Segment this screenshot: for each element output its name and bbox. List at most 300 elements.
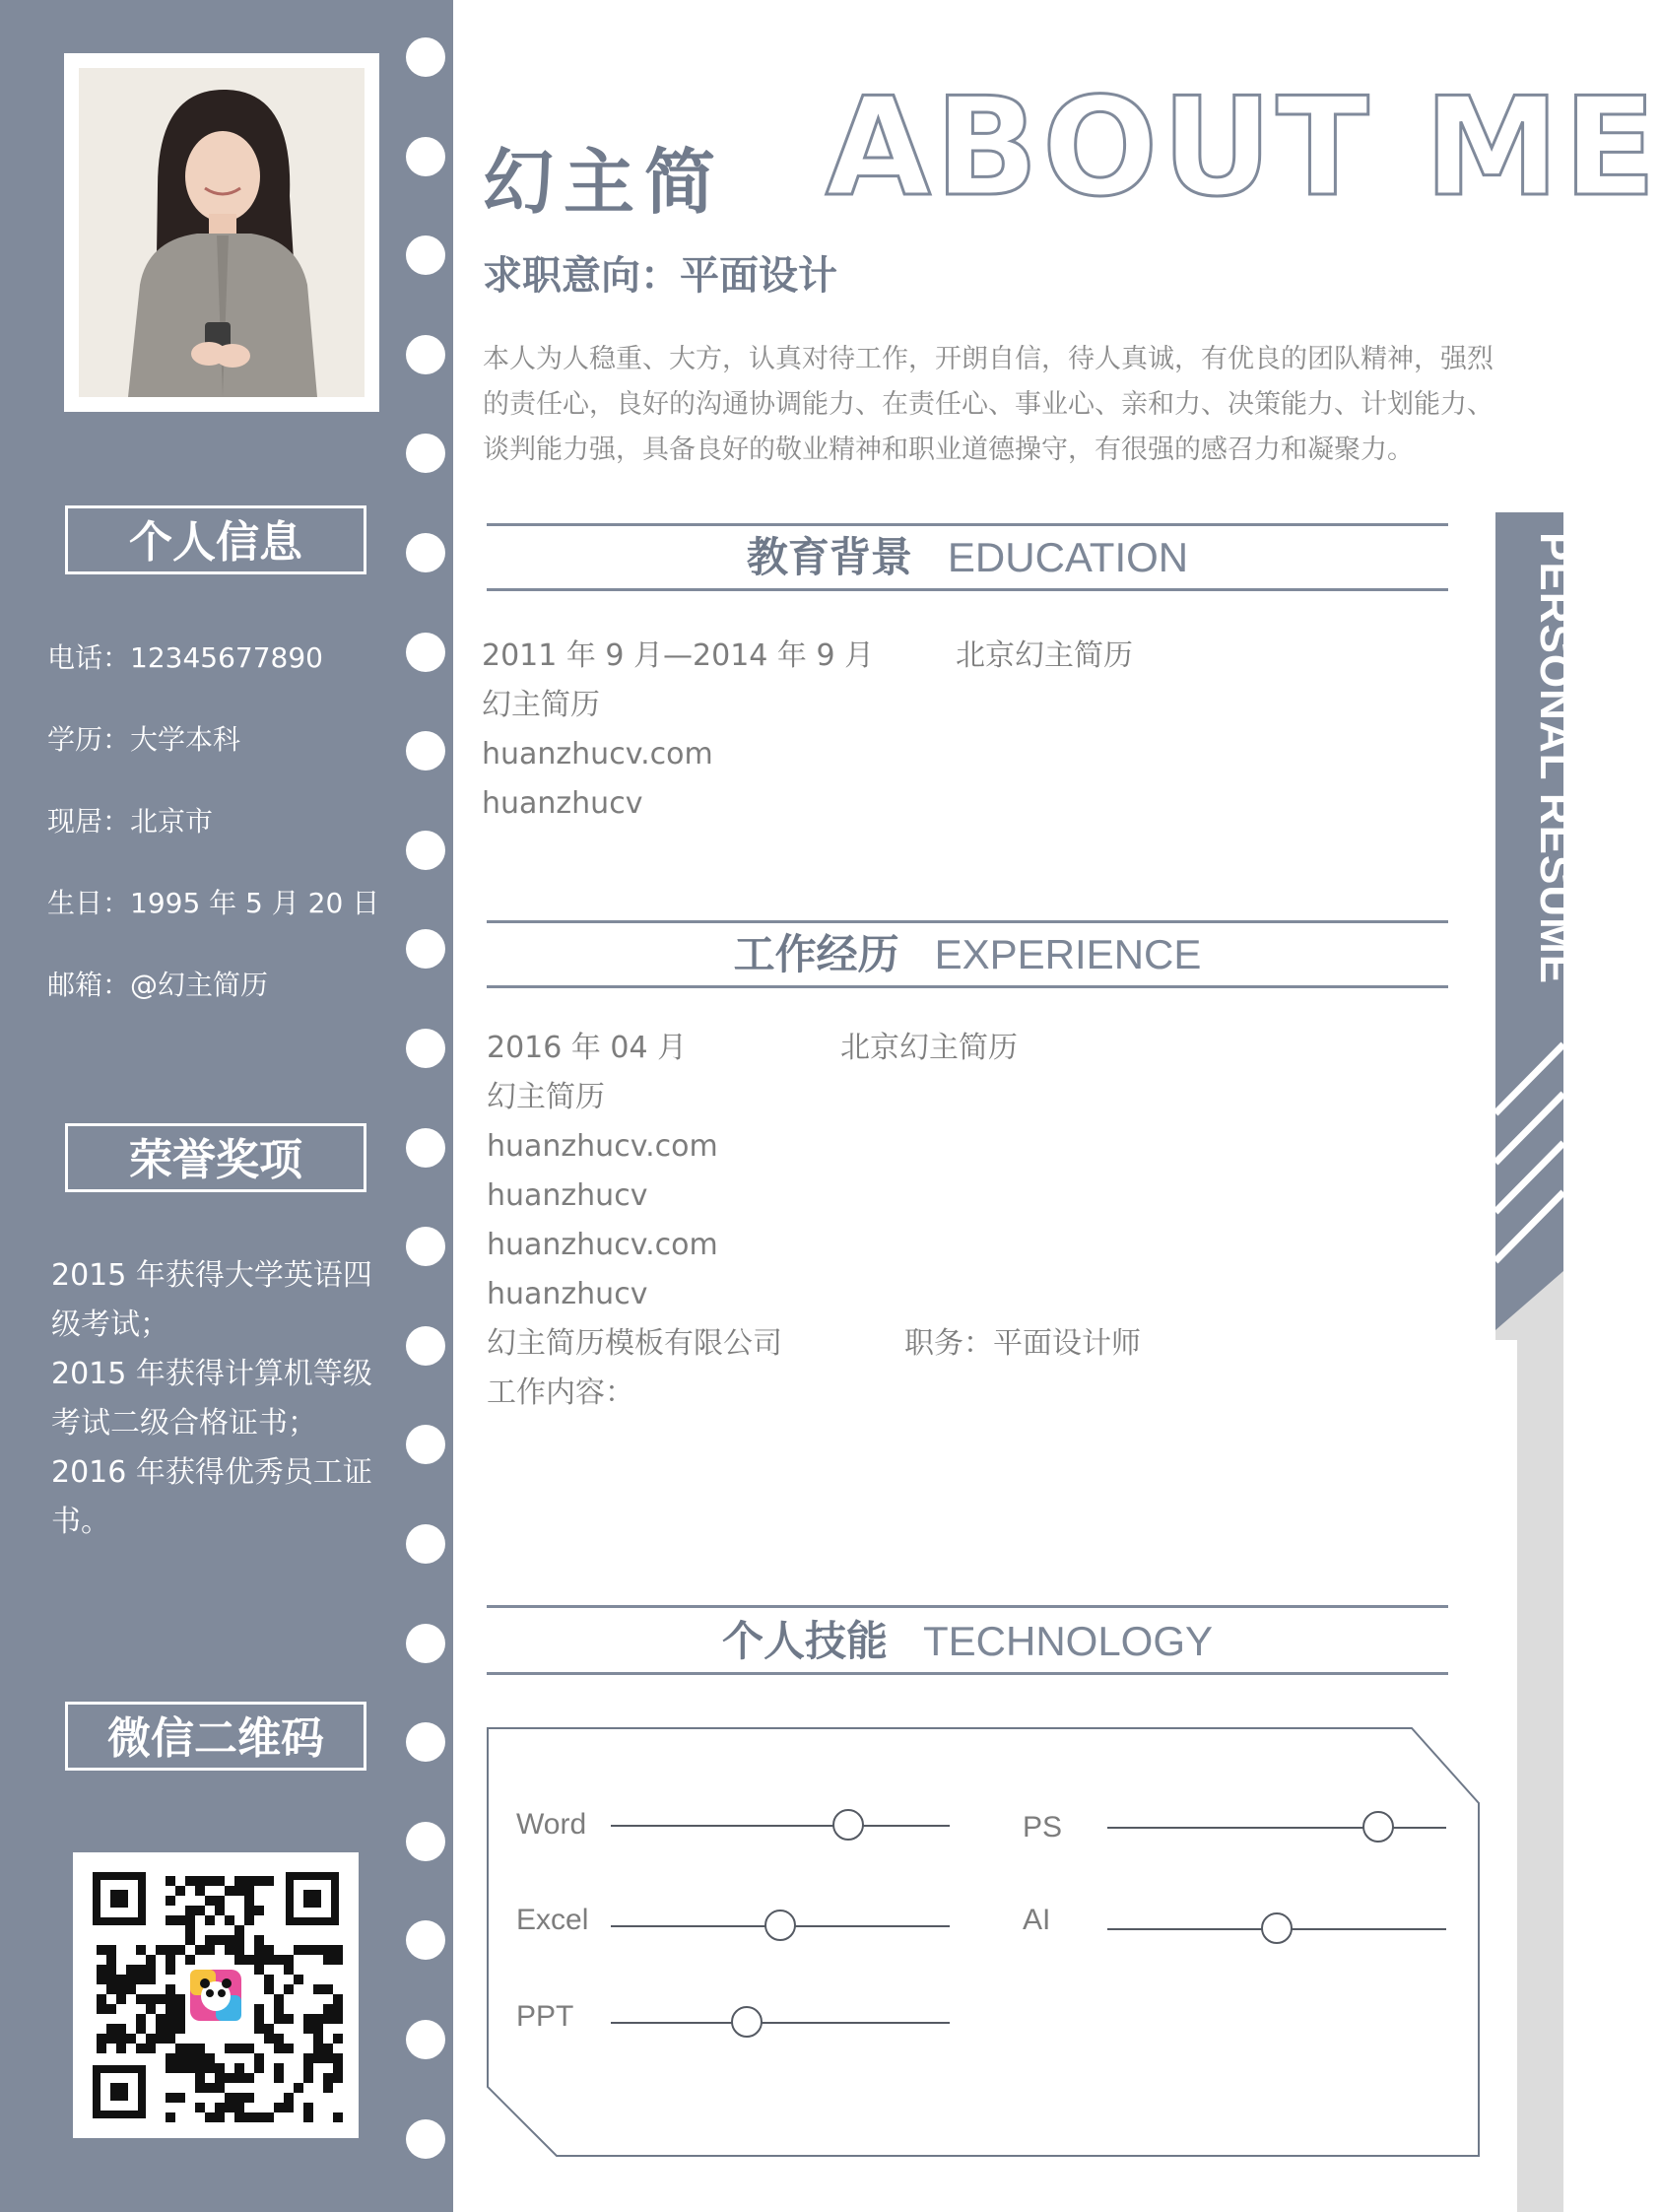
qr-module xyxy=(116,1994,126,2004)
qr-module xyxy=(254,1935,264,1945)
skills-top-rule xyxy=(487,1605,1448,1608)
wechat-qr-title: 微信二维码 xyxy=(65,1702,366,1771)
qr-module xyxy=(274,1955,284,1965)
qr-module xyxy=(234,2044,244,2053)
self-introduction: 本人为人稳重、大方，认真对待工作，开朗自信，待人真诚，有优良的团队精神，强烈的责任心，良好的沟通协调能力、在责任心、事业心、亲和力、决策能力、计划能力、谈判能力强，具备良好的敬业精神和职业道德操守，有很强的感召力和凝聚力。 xyxy=(483,344,1494,465)
qr-module xyxy=(234,2093,244,2103)
qr-module xyxy=(166,2093,175,2103)
qr-module xyxy=(126,2034,136,2044)
binder-hole xyxy=(406,1425,445,1464)
honors-title: 荣誉奖项 xyxy=(65,1123,366,1192)
qr-module xyxy=(166,2024,175,2034)
qr-module xyxy=(116,1984,126,1994)
qr-module xyxy=(284,1984,294,1994)
skill-word-track xyxy=(611,1825,950,1827)
qr-module xyxy=(284,1955,294,1965)
qr-module xyxy=(97,1945,106,1955)
qr-module xyxy=(323,2083,333,2093)
qr-module xyxy=(166,1994,175,2004)
skill-name: Excel xyxy=(516,1904,589,1936)
qr-module xyxy=(274,1994,284,2004)
qr-module xyxy=(166,1896,175,1906)
qr-module xyxy=(244,1955,254,1965)
qr-module xyxy=(225,1935,234,1945)
skill-ps-track xyxy=(1107,1827,1446,1829)
education-school: 北京幻主简历 xyxy=(956,638,1133,673)
qr-module xyxy=(175,2044,185,2053)
qr-module xyxy=(175,1994,185,2004)
skill-name: PPT xyxy=(516,2000,574,2033)
qr-module xyxy=(136,2044,146,2053)
qr-module xyxy=(205,1876,215,1886)
education-period: 2011 年 9 月—2014 年 9 月 xyxy=(482,638,875,673)
qr-module xyxy=(274,2004,284,2014)
qr-module xyxy=(254,2014,264,2024)
qr-module xyxy=(166,1876,175,1886)
qr-module xyxy=(136,1965,146,1975)
qr-module xyxy=(333,2063,343,2073)
qr-module xyxy=(234,1886,244,1896)
qr-module xyxy=(284,1965,294,1975)
qr-module xyxy=(166,2014,175,2024)
qr-module xyxy=(244,2073,254,2083)
experience-employer: 幻主简历模板有限公司 xyxy=(487,1326,782,1361)
qr-module xyxy=(254,1955,264,1965)
qr-module xyxy=(106,1984,116,1994)
qr-module xyxy=(146,2044,156,2053)
qr-module xyxy=(333,1994,343,2004)
qr-module xyxy=(195,2053,205,2063)
qr-module xyxy=(185,2063,195,2073)
education-info: 学历：大学本科 xyxy=(47,723,241,756)
qr-module xyxy=(234,2073,244,2083)
qr-module xyxy=(106,1955,116,1965)
qr-module xyxy=(254,1876,264,1886)
experience-heading xyxy=(487,925,1448,993)
qr-module xyxy=(166,2112,175,2122)
experience-line: huanzhucv.com xyxy=(487,1129,718,1164)
experience-line: 幻主简历 xyxy=(487,1080,605,1114)
qr-module xyxy=(234,1935,244,1945)
experience-line: huanzhucv.com xyxy=(487,1228,718,1262)
skills-title-en: TECHNOLOGY xyxy=(922,1618,1214,1664)
qr-module xyxy=(234,1925,244,1935)
qr-module xyxy=(136,1975,146,1984)
experience-content-label: 工作内容： xyxy=(487,1375,634,1410)
qr-module xyxy=(264,1955,274,1965)
qr-module xyxy=(244,2112,254,2122)
experience-title-en: EXPERIENCE xyxy=(934,931,1202,977)
qr-module xyxy=(274,2044,284,2053)
qr-module xyxy=(303,2024,313,2034)
qr-module xyxy=(116,1975,126,1984)
qr-module xyxy=(136,1945,146,1955)
qr-module xyxy=(215,2112,225,2122)
personal-info-title: 个人信息 xyxy=(65,505,366,574)
qr-module xyxy=(323,2053,333,2063)
qr-module xyxy=(97,1975,106,1984)
qr-module xyxy=(205,1935,215,1945)
qr-module xyxy=(97,2044,106,2053)
experience-title-cn: 工作经历 xyxy=(733,930,899,978)
skill-ppt-track xyxy=(611,2022,950,2024)
binder-hole xyxy=(406,235,445,275)
qr-code-graphic xyxy=(73,1852,359,2138)
skill-ppt xyxy=(516,2000,573,2034)
qr-module xyxy=(166,1955,175,1965)
honor-item: 2016 年获得优秀员工证书。 xyxy=(51,1455,372,1539)
qr-module xyxy=(264,1945,274,1955)
binder-hole xyxy=(406,1624,445,1663)
skill-ai xyxy=(1023,1904,1050,1937)
qr-module xyxy=(185,1915,195,1925)
about-me-title: ABOUT ME xyxy=(826,68,1660,227)
qr-module xyxy=(333,2014,343,2024)
binder-hole xyxy=(406,2020,445,2059)
binder-hole xyxy=(406,1920,445,1960)
banner-stripes xyxy=(1495,1025,1563,1340)
qr-module xyxy=(264,2112,274,2122)
qr-module xyxy=(136,1994,146,2004)
qr-module xyxy=(175,1886,185,1896)
qr-module xyxy=(303,2053,313,2063)
qr-module xyxy=(195,1945,205,1955)
qr-module xyxy=(254,2024,264,2034)
qr-module xyxy=(225,1886,234,1896)
qr-module xyxy=(215,1935,225,1945)
qr-module xyxy=(166,1915,175,1925)
skill-ppt-level-knob xyxy=(731,2006,763,2038)
qr-module xyxy=(166,2034,175,2044)
photo-frame xyxy=(64,53,379,412)
qr-module xyxy=(175,2004,185,2014)
qr-module xyxy=(234,2063,244,2073)
qr-module xyxy=(175,1915,185,1925)
qr-module xyxy=(106,1975,116,1984)
qr-module xyxy=(166,1945,175,1955)
qr-module xyxy=(284,2103,294,2112)
qr-module xyxy=(323,1945,333,1955)
experience-top-rule xyxy=(487,920,1448,923)
qr-module xyxy=(323,1984,333,1994)
qr-module xyxy=(244,1906,254,1915)
qr-module xyxy=(225,1915,234,1925)
skill-ai-level-knob xyxy=(1261,1912,1293,1944)
qr-module xyxy=(106,1945,116,1955)
qr-module xyxy=(195,2083,205,2093)
binder-hole xyxy=(406,1722,445,1762)
qr-module xyxy=(294,1975,303,1984)
qr-module xyxy=(205,1896,215,1906)
qr-module xyxy=(205,2053,215,2063)
qr-module xyxy=(333,2073,343,2083)
binder-hole xyxy=(406,1524,445,1564)
qr-module xyxy=(225,2093,234,2103)
qr-module xyxy=(323,2004,333,2014)
binder-hole xyxy=(406,831,445,870)
qr-module xyxy=(333,1955,343,1965)
qr-module xyxy=(284,2044,294,2053)
qr-module xyxy=(166,2004,175,2014)
qr-module xyxy=(175,2024,185,2034)
qr-module xyxy=(205,2112,215,2122)
binder-hole xyxy=(406,1822,445,1861)
skills-panel-frame xyxy=(486,1726,1483,2158)
panda-logo-icon xyxy=(190,1970,241,2021)
qr-module xyxy=(274,2034,284,2044)
binder-hole xyxy=(406,633,445,672)
qr-module xyxy=(146,1955,156,1965)
experience-line: huanzhucv xyxy=(487,1277,648,1311)
experience-bottom-rule xyxy=(487,985,1448,988)
qr-module xyxy=(254,1906,264,1915)
binder-hole xyxy=(406,335,445,374)
qr-module xyxy=(97,1994,106,2004)
qr-module xyxy=(313,2053,323,2063)
qr-module xyxy=(205,1915,215,1925)
qr-module xyxy=(106,2034,116,2044)
education-bottom-rule xyxy=(487,588,1448,591)
skill-name: Word xyxy=(516,1808,587,1841)
qr-module xyxy=(106,2004,116,2014)
honor-item: 2015 年获得大学英语四级考试； xyxy=(51,1258,372,1342)
qr-module xyxy=(313,1945,323,1955)
qr-module xyxy=(97,2034,106,2044)
job-intent: 求职意向：平面设计 xyxy=(483,253,837,299)
qr-module xyxy=(244,1915,254,1925)
skill-word xyxy=(516,1808,586,1842)
experience-company: 北京幻主简历 xyxy=(840,1031,1018,1065)
qr-module xyxy=(215,2073,225,2083)
qr-module xyxy=(215,1896,225,1906)
qr-module xyxy=(156,2014,166,2024)
qr-module xyxy=(234,2103,244,2112)
honors-list xyxy=(51,1251,376,1547)
qr-module xyxy=(244,1886,254,1896)
binder-hole xyxy=(406,37,445,77)
education-line: huanzhucv.com xyxy=(482,737,713,771)
qr-module xyxy=(146,1975,156,1984)
skill-name: PS xyxy=(1023,1811,1063,1843)
qr-module xyxy=(97,2004,106,2014)
binder-hole xyxy=(406,929,445,969)
qr-module xyxy=(175,2063,185,2073)
honor-item: 2015 年获得计算机等级考试二级合格证书； xyxy=(51,1357,372,1441)
qr-module xyxy=(274,2014,284,2024)
qr-module xyxy=(303,2112,313,2122)
qr-module xyxy=(274,2073,284,2083)
binder-hole xyxy=(406,533,445,572)
qr-module xyxy=(313,2024,323,2034)
qr-module xyxy=(333,2034,343,2044)
candidate-name: 幻主简 xyxy=(483,141,726,224)
qr-module xyxy=(215,2103,225,2112)
qr-module xyxy=(234,1945,244,1955)
qr-module xyxy=(333,2112,343,2122)
qr-module xyxy=(225,2103,234,2112)
banner-label: PERSONAL RESUME xyxy=(1531,532,1579,985)
qr-module xyxy=(146,1994,156,2004)
qr-module xyxy=(225,1945,234,1955)
qr-module xyxy=(185,1925,195,1935)
qr-module xyxy=(195,2073,205,2083)
education-line: huanzhucv xyxy=(482,786,643,821)
email-info: 邮箱：@幻主简历 xyxy=(47,969,269,1001)
qr-module xyxy=(205,2063,215,2073)
qr-module xyxy=(254,1965,264,1975)
photo-icon xyxy=(79,68,365,397)
qr-module xyxy=(175,1945,185,1955)
binder-hole xyxy=(406,2119,445,2159)
qr-module xyxy=(254,1945,264,1955)
binder-hole xyxy=(406,731,445,771)
qr-module xyxy=(156,1945,166,1955)
binder-hole xyxy=(406,434,445,473)
qr-module xyxy=(303,2103,313,2112)
qr-module xyxy=(185,1935,195,1945)
qr-module xyxy=(234,1876,244,1886)
qr-module xyxy=(303,2063,313,2073)
qr-module xyxy=(333,1945,343,1955)
qr-module xyxy=(185,2044,195,2053)
qr-module xyxy=(264,2024,274,2034)
qr-module xyxy=(333,2053,343,2063)
qr-module xyxy=(215,2063,225,2073)
qr-module xyxy=(254,2053,264,2063)
birthday-info: 生日：1995 年 5 月 20 日 xyxy=(47,887,380,919)
qr-module xyxy=(215,2083,225,2093)
qr-module xyxy=(234,2112,244,2122)
qr-module xyxy=(126,1965,136,1975)
portrait-illustration xyxy=(79,68,365,397)
qr-module xyxy=(215,1876,225,1886)
qr-module xyxy=(126,1984,136,1994)
qr-module xyxy=(116,2024,126,2034)
residence-info: 现居：北京市 xyxy=(47,805,214,838)
qr-code-icon xyxy=(73,1852,359,2138)
qr-module xyxy=(116,2044,126,2053)
qr-module xyxy=(254,2063,264,2073)
skills-bottom-rule xyxy=(487,1672,1448,1675)
education-title-cn: 教育背景 xyxy=(746,533,912,581)
qr-module xyxy=(225,2044,234,2053)
qr-module xyxy=(195,1876,205,1886)
qr-module xyxy=(333,2004,343,2014)
skill-excel xyxy=(516,1904,588,1937)
experience-period: 2016 年 04 月 xyxy=(487,1031,688,1065)
skill-excel-level-knob xyxy=(764,1910,796,1941)
qr-module xyxy=(126,1975,136,1984)
qr-module xyxy=(323,2044,333,2053)
binder-hole xyxy=(406,137,445,176)
qr-module xyxy=(244,2093,254,2103)
qr-module xyxy=(274,2103,284,2112)
qr-module xyxy=(323,1955,333,1965)
qr-module xyxy=(185,1906,195,1915)
qr-module xyxy=(274,2063,284,2073)
experience-line: huanzhucv xyxy=(487,1178,648,1213)
qr-module xyxy=(146,1965,156,1975)
binder-hole xyxy=(406,1227,445,1266)
qr-module xyxy=(166,2063,175,2073)
education-top-rule xyxy=(487,523,1448,526)
qr-module xyxy=(106,1965,116,1975)
qr-module xyxy=(156,1994,166,2004)
qr-module xyxy=(205,2083,215,2093)
qr-module xyxy=(205,1945,215,1955)
experience-position: 职务：平面设计师 xyxy=(904,1326,1141,1361)
qr-module xyxy=(303,2014,313,2024)
qr-module xyxy=(195,2044,205,2053)
qr-module xyxy=(303,2073,313,2083)
qr-module xyxy=(294,2083,303,2093)
qr-module xyxy=(175,2093,185,2103)
qr-module xyxy=(185,2053,195,2063)
qr-module xyxy=(323,2014,333,2024)
qr-module xyxy=(185,1955,195,1965)
qr-module xyxy=(313,1984,323,1994)
qr-module xyxy=(244,1896,254,1906)
qr-module xyxy=(215,1906,225,1915)
phone-info: 电话：12345677890 xyxy=(47,641,323,674)
qr-module xyxy=(264,1984,274,1994)
qr-module xyxy=(313,2034,323,2044)
qr-module xyxy=(284,2093,294,2103)
qr-module xyxy=(166,2053,175,2063)
qr-module xyxy=(166,1965,175,1975)
education-heading xyxy=(487,528,1448,596)
qr-module xyxy=(106,2024,116,2034)
skills-heading xyxy=(487,1612,1448,1680)
qr-module xyxy=(244,1876,254,1886)
qr-module xyxy=(195,1886,205,1896)
education-title-en: EDUCATION xyxy=(947,534,1189,580)
skill-ps-level-knob xyxy=(1362,1811,1394,1843)
qr-module xyxy=(136,2024,146,2034)
qr-module xyxy=(264,2034,274,2044)
qr-module xyxy=(264,1975,274,1984)
qr-module xyxy=(323,2073,333,2083)
binder-hole xyxy=(406,1128,445,1168)
qr-module xyxy=(284,2014,294,2024)
qr-module xyxy=(225,2073,234,2083)
qr-module xyxy=(313,2044,323,2053)
qr-module xyxy=(294,1945,303,1955)
qr-module xyxy=(264,1876,274,1886)
skill-ps xyxy=(1023,1811,1062,1844)
qr-module xyxy=(195,2103,205,2112)
qr-module xyxy=(244,2044,254,2053)
qr-module xyxy=(97,1965,106,1975)
skill-name: AI xyxy=(1023,1904,1051,1936)
qr-module xyxy=(156,2034,166,2044)
qr-module xyxy=(195,2063,205,2073)
binder-hole xyxy=(406,1326,445,1366)
qr-module xyxy=(156,2024,166,2034)
qr-module xyxy=(303,1945,313,1955)
qr-module xyxy=(146,2004,156,2014)
qr-module xyxy=(185,1876,195,1886)
qr-module xyxy=(195,1906,205,1915)
qr-module xyxy=(254,2004,264,2014)
qr-module xyxy=(313,2014,323,2024)
qr-module xyxy=(234,1955,244,1965)
qr-module xyxy=(136,2014,146,2024)
qr-module xyxy=(254,2112,264,2122)
education-line: 幻主简历 xyxy=(482,688,600,722)
qr-module xyxy=(116,2034,126,2044)
binder-hole xyxy=(406,1029,445,1068)
